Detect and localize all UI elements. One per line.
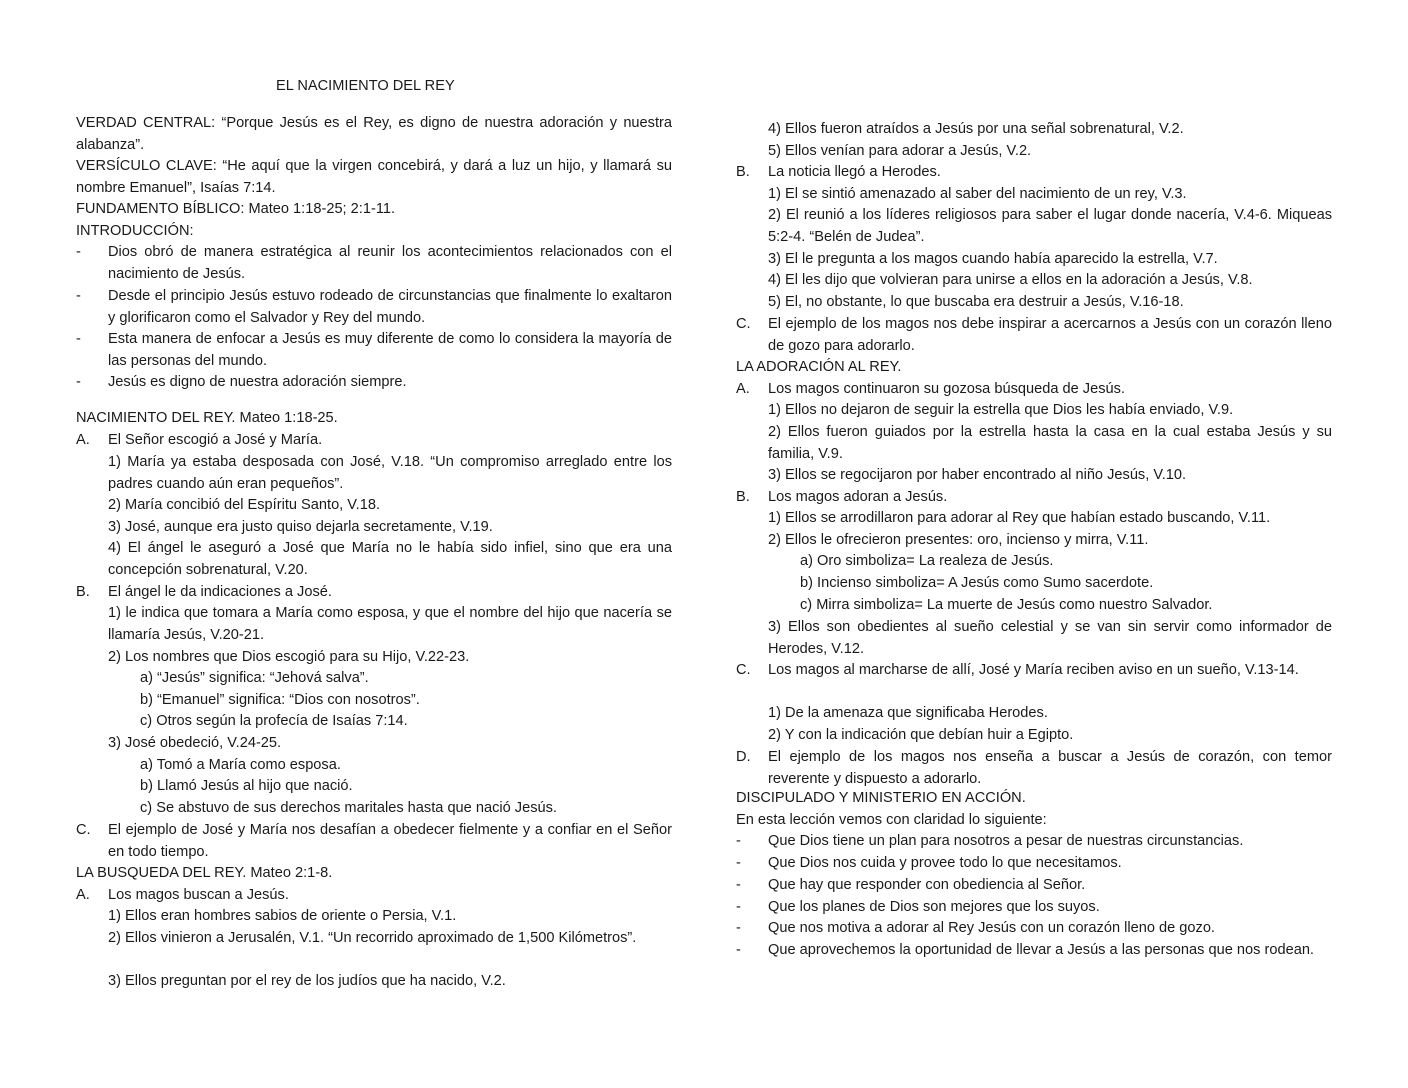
line-text: 2) Ellos fueron guiados por la estrella hasta la casa en la cual estaba Jesús y su familia, V.9.	[768, 424, 1332, 462]
heading-line	[76, 113, 672, 156]
line-text: 1) María ya estaba desposada con José, V.18. “Un compromiso arreglado entre los padres cuando aún eran pequeños”.	[108, 454, 672, 492]
line-text: 1) le indica que tomara a María como esposa, y que el nombre del hijo que nacería se llamaría Jesús, V.20-21.	[108, 605, 672, 643]
list-marker: -	[76, 244, 81, 260]
list-item-text: La noticia llegó a Herodes.	[768, 164, 941, 180]
line-text: VERDAD CENTRAL: “Porque Jesús es el Rey, es digno de nuestra adoración y nuestra alabanza”.	[76, 115, 672, 153]
line-text: 3) Ellos son obedientes al sueño celestial y se van sin servir como informador de Herodes, V.12.	[768, 619, 1332, 657]
line-text: c) Mirra simboliza= La muerte de Jesús como nuestro Salvador.	[800, 597, 1213, 613]
line-text: 2) Los nombres que Dios escogió para su Hijo, V.22-23.	[108, 649, 470, 665]
list-item-text: Jesús es digno de nuestra adoración siempre.	[108, 374, 407, 390]
list-marker: A.	[76, 432, 90, 448]
line-text: 1) De la amenaza que significaba Herodes.	[768, 705, 1048, 721]
list-item-text: Que Dios tiene un plan para nosotros a pesar de nuestras circunstancias.	[768, 833, 1244, 849]
list-marker: -	[76, 374, 81, 390]
line-text: DISCIPULADO Y MINISTERIO EN ACCIÓN.	[736, 790, 1026, 806]
list-item-text: El ejemplo de los magos nos debe inspirar a acercarnos a Jesús con un corazón lleno de gozo para adorarlo.	[768, 316, 1332, 354]
list-item-text: Que aprovechemos la oportunidad de llevar a Jesús a las personas que nos rodean.	[768, 942, 1314, 958]
list-item-text: Los magos al marcharse de allí, José y María reciben aviso en un sueño, V.13-14.	[768, 662, 1299, 678]
line-text: 2) Ellos le ofrecieron presentes: oro, incienso y mirra, V.11.	[768, 532, 1149, 548]
list-marker: A.	[736, 381, 750, 397]
line-text: 3) El le pregunta a los magos cuando había aparecido la estrella, V.7.	[768, 251, 1218, 267]
list-marker: -	[736, 855, 741, 871]
line-text: 3) Ellos se regocijaron por haber encontrado al niño Jesús, V.10.	[768, 467, 1187, 483]
heading-line	[736, 810, 1332, 832]
heading-line	[736, 788, 1332, 810]
line-text: 4) El les dijo que volvieran para unirse a ellos en la adoración a Jesús, V.8.	[768, 272, 1253, 288]
list-item-text: El ejemplo de José y María nos desafían a obedecer fielmente y a confiar en el Señor en todo tiempo.	[108, 822, 672, 860]
heading-line	[76, 221, 672, 243]
list-item-text: Que nos motiva a adorar al Rey Jesús con un corazón lleno de gozo.	[768, 920, 1215, 936]
list-item-text: Que hay que responder con obediencia al Señor.	[768, 877, 1086, 893]
list-marker: B.	[736, 489, 750, 505]
line-text: 1) Ellos se arrodillaron para adorar al Rey que habían estado buscando, V.11.	[768, 510, 1271, 526]
list-marker: -	[736, 833, 741, 849]
line-text: 2) Y con la indicación que debían huir a Egipto.	[768, 727, 1074, 743]
list-marker: B.	[76, 584, 90, 600]
list-item-text: Que Dios nos cuida y provee todo lo que necesitamos.	[768, 855, 1122, 871]
list-marker: -	[736, 942, 741, 958]
list-marker: C.	[76, 822, 91, 838]
line-text: FUNDAMENTO BÍBLICO: Mateo 1:18-25; 2:1-11.	[76, 201, 396, 217]
list-item-text: El ángel le da indicaciones a José.	[108, 584, 332, 600]
list-marker: -	[736, 920, 741, 936]
list-item-text: Dios obró de manera estratégica al reunir los acontecimientos relacionados con el nacimiento de Jesús.	[108, 244, 672, 282]
line-text: 5) El, no obstante, lo que buscaba era destruir a Jesús, V.16-18.	[768, 294, 1184, 310]
line-text: VERSÍCULO CLAVE: “He aquí que la virgen concebirá, y dará a luz un hijo, y llamará su nombre Emanuel”, Isaías 7:14.	[76, 158, 672, 196]
list-item-text: Los magos adoran a Jesús.	[768, 489, 948, 505]
heading-line	[76, 156, 672, 199]
list-marker: B.	[736, 164, 750, 180]
list-item-text: Los magos continuaron su gozosa búsqueda de Jesús.	[768, 381, 1125, 397]
line-text: 5) Ellos venían para adorar a Jesús, V.2.	[768, 143, 1032, 159]
line-text: 1) Ellos no dejaron de seguir la estrella que Dios les había enviado, V.9.	[768, 402, 1234, 418]
line-text: 2) El reunió a los líderes religiosos para saber el lugar donde nacería, V.4-6. Miqueas 5:2-4. “Belén de Judea”.	[768, 207, 1332, 245]
heading-line	[76, 199, 672, 221]
line-text: 4) El ángel le aseguró a José que María no le había sido infiel, sino que era una concepción sobrenatural, V.20.	[108, 540, 672, 578]
line-text: En esta lección vemos con claridad lo siguiente:	[736, 812, 1047, 828]
line-text: b) “Emanuel” significa: “Dios con nosotros”.	[140, 692, 420, 708]
line-text: LA BUSQUEDA DEL REY. Mateo 2:1-8.	[76, 865, 333, 881]
line-text: LA ADORACIÓN AL REY.	[736, 359, 902, 375]
line-text: 3) José, aunque era justo quiso dejarla secretamente, V.19.	[108, 519, 493, 535]
line-text: 1) Ellos eran hombres sabios de oriente o Persia, V.1.	[108, 908, 457, 924]
line-text: 2) Ellos vinieron a Jerusalén, V.1. “Un recorrido aproximado de 1,500 Kilómetros”.	[108, 930, 637, 946]
list-item-text: Desde el principio Jesús estuvo rodeado de circunstancias que finalmente lo exaltaron y glorificaron como el Salvador y Rey del mundo.	[108, 288, 672, 326]
line-text: b) Llamó Jesús al hijo que nació.	[140, 778, 353, 794]
line-text: c) Se abstuvo de sus derechos maritales hasta que nació Jesús.	[140, 800, 557, 816]
list-item-text: El Señor escogió a José y María.	[108, 432, 323, 448]
list-marker: A.	[76, 887, 90, 903]
line-text: NACIMIENTO DEL REY. Mateo 1:18-25.	[76, 410, 338, 426]
list-marker: -	[736, 877, 741, 893]
line-text: INTRODUCCIÓN:	[76, 223, 194, 239]
heading-line	[76, 408, 672, 430]
line-text: 2) María concibió del Espíritu Santo, V.18.	[108, 497, 381, 513]
list-item-text: El ejemplo de los magos nos enseña a buscar a Jesús de corazón, con temor reverente y dispuesto a adorarlo.	[768, 749, 1332, 787]
list-marker: -	[76, 331, 81, 347]
heading-line	[736, 357, 1332, 379]
list-marker: C.	[736, 316, 751, 332]
list-item-text: Los magos buscan a Jesús.	[108, 887, 289, 903]
line-text: 4) Ellos fueron atraídos a Jesús por una señal sobrenatural, V.2.	[768, 121, 1184, 137]
list-item-text: Que los planes de Dios son mejores que los suyos.	[768, 899, 1100, 915]
heading-line	[76, 863, 672, 885]
list-marker: -	[76, 288, 81, 304]
line-text: c) Otros según la profecía de Isaías 7:14.	[140, 713, 408, 729]
list-marker: -	[736, 899, 741, 915]
document-title: EL NACIMIENTO DEL REY	[276, 78, 455, 94]
list-item-text: Esta manera de enfocar a Jesús es muy diferente de como lo considera la mayoría de las personas del mundo.	[108, 331, 672, 369]
line-text: a) Tomó a María como esposa.	[140, 757, 341, 773]
line-text: 3) José obedeció, V.24-25.	[108, 735, 282, 751]
line-text: a) Oro simboliza= La realeza de Jesús.	[800, 553, 1054, 569]
list-marker: D.	[736, 749, 751, 765]
line-text: a) “Jesús” significa: “Jehová salva”.	[140, 670, 369, 686]
list-marker: C.	[736, 662, 751, 678]
line-text: b) Incienso simboliza= A Jesús como Sumo sacerdote.	[800, 575, 1154, 591]
line-text: 1) El se sintió amenazado al saber del nacimiento de un rey, V.3.	[768, 186, 1187, 202]
line-text: 3) Ellos preguntan por el rey de los judíos que ha nacido, V.2.	[108, 973, 506, 989]
